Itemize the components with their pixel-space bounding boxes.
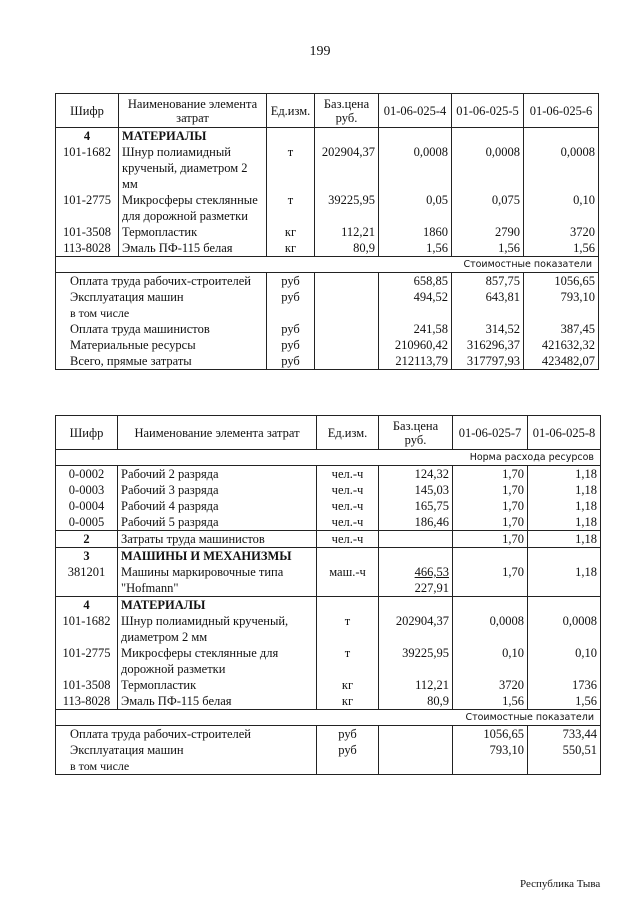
summary-name: Материальные ресурсы <box>56 337 267 353</box>
summary-row <box>56 321 599 337</box>
header-unit: Ед.изм. <box>267 94 315 128</box>
header-col-2: 01-06-025-5 <box>452 94 524 128</box>
row-price: 80,9 <box>379 693 453 710</box>
summary-unit: руб <box>267 353 315 370</box>
summary-v2: 733,44 <box>528 726 601 743</box>
row-price: 80,9 <box>315 240 379 257</box>
table-row <box>56 482 601 498</box>
table-row <box>56 693 601 710</box>
row-v2: 1,18 <box>528 564 601 597</box>
row-code: 0-0005 <box>56 514 118 531</box>
resource-norm-note: Норма расхода ресурсов <box>56 450 601 466</box>
row-v1: 0,10 <box>453 645 528 677</box>
table-row <box>56 192 599 224</box>
row-v1: 0,0008 <box>453 613 528 645</box>
header-code: Шифр <box>56 416 118 450</box>
summary-v2: 314,52 <box>452 321 524 337</box>
row-v2: 0,10 <box>528 645 601 677</box>
row-code: 0-0002 <box>56 466 118 483</box>
header-col-3: 01-06-025-6 <box>524 94 599 128</box>
row-v1: 3720 <box>453 677 528 693</box>
summary-v2: 550,51 <box>528 742 601 758</box>
table-row <box>56 677 601 693</box>
row-code: 101-3508 <box>56 224 119 240</box>
table-row <box>56 144 599 192</box>
row-price: 202904,37 <box>315 144 379 192</box>
summary-v1: 494,52 <box>379 289 452 305</box>
table-row <box>56 240 599 257</box>
summary-row <box>56 289 599 305</box>
row-unit: кг <box>267 240 315 257</box>
summary-unit: руб <box>317 726 379 743</box>
row-unit: чел.-ч <box>317 466 379 483</box>
row-v2: 0,0008 <box>452 144 524 192</box>
row-v1: 1,70 <box>453 531 528 548</box>
row-price: 112,21 <box>379 677 453 693</box>
header-unit: Ед.изм. <box>317 416 379 450</box>
row-code: 101-1682 <box>56 144 119 192</box>
row-price-labor: 227,91 <box>414 581 449 595</box>
summary-v3: 387,45 <box>524 321 599 337</box>
row-price-main: 466,53 <box>414 565 449 579</box>
table-row <box>56 224 599 240</box>
operator-labor-row <box>56 531 601 548</box>
summary-v1: 1056,65 <box>453 726 528 743</box>
summary-unit: руб <box>317 742 379 758</box>
row-v2: 0,0008 <box>528 613 601 645</box>
table-row <box>56 466 601 483</box>
header-col-1: 01-06-025-4 <box>379 94 452 128</box>
row-code: 0-0004 <box>56 498 118 514</box>
summary-v2: 857,75 <box>452 273 524 290</box>
section-code: 4 <box>56 597 118 614</box>
summary-row <box>56 305 599 321</box>
summary-row <box>56 273 599 290</box>
row-name: Эмаль ПФ-115 белая <box>119 240 267 257</box>
summary-v2: 317797,93 <box>452 353 524 370</box>
row-price: 112,21 <box>315 224 379 240</box>
cost-indicators-note: Стоимостные показатели <box>56 710 601 726</box>
header-name: Наименование элемента затрат <box>119 94 267 128</box>
header-code: Шифр <box>56 94 119 128</box>
row-v1: 1,56 <box>379 240 452 257</box>
summary-unit: руб <box>267 337 315 353</box>
summary-v1: 241,58 <box>379 321 452 337</box>
row-code: 101-1682 <box>56 613 118 645</box>
summary-unit: руб <box>267 273 315 290</box>
header-price: Баз.цена руб. <box>379 416 453 450</box>
summary-v1: 210960,42 <box>379 337 452 353</box>
cost-table-2 <box>55 415 601 775</box>
row-name: Шнур полиамидный крученый, диаметром 2 мм <box>118 613 317 645</box>
summary-row <box>56 742 601 758</box>
row-v2: 1,56 <box>528 693 601 710</box>
summary-unit: руб <box>267 321 315 337</box>
summary-name: Оплата труда машинистов <box>56 321 267 337</box>
row-v2: 1,56 <box>452 240 524 257</box>
row-unit: кг <box>317 693 379 710</box>
row-unit: маш.-ч <box>317 564 379 597</box>
row-v1: 0,0008 <box>379 144 452 192</box>
section-title: МАТЕРИАЛЫ <box>119 128 267 145</box>
footer-region: Республика Тыва <box>520 878 601 890</box>
row-name: Микросферы стеклянные для дорожной разметки <box>118 645 317 677</box>
row-name: Рабочий 3 разряда <box>118 482 317 498</box>
row-v2: 0,075 <box>452 192 524 224</box>
header-name: Наименование элемента затрат <box>118 416 317 450</box>
row-v1: 1860 <box>379 224 452 240</box>
summary-v1: 212113,79 <box>379 353 452 370</box>
summary-row <box>56 337 599 353</box>
table-row <box>56 564 601 597</box>
summary-v3: 793,10 <box>524 289 599 305</box>
cost-table-1 <box>55 93 599 370</box>
row-name: Шнур полиамидный крученый, диаметром 2 мм <box>119 144 267 192</box>
row-price: 39225,95 <box>315 192 379 224</box>
row-price: 202904,37 <box>379 613 453 645</box>
table-row <box>56 613 601 645</box>
row-unit: кг <box>267 224 315 240</box>
summary-name: Эксплуатация машин <box>56 742 317 758</box>
summary-name: в том числе <box>56 758 317 775</box>
section-row <box>56 548 601 565</box>
row-v1: 0,05 <box>379 192 452 224</box>
row-v3: 3720 <box>524 224 599 240</box>
row-code: 0-0003 <box>56 482 118 498</box>
table-row <box>56 498 601 514</box>
table-header-row <box>56 94 599 128</box>
table-row <box>56 645 601 677</box>
row-unit: чел.-ч <box>317 482 379 498</box>
row-unit: кг <box>317 677 379 693</box>
section-code: 3 <box>56 548 118 565</box>
row-v1: 1,56 <box>453 693 528 710</box>
row-v1: 1,70 <box>453 564 528 597</box>
section-row <box>56 128 599 145</box>
summary-row <box>56 758 601 775</box>
summary-v1: 658,85 <box>379 273 452 290</box>
header-col-2: 01-06-025-8 <box>528 416 601 450</box>
row-v2: 1,18 <box>528 514 601 531</box>
summary-v1: 793,10 <box>453 742 528 758</box>
row-v3: 0,0008 <box>524 144 599 192</box>
row-name: Эмаль ПФ-115 белая <box>118 693 317 710</box>
row-v2: 1736 <box>528 677 601 693</box>
row-code: 113-8028 <box>56 693 118 710</box>
row-unit: т <box>267 144 315 192</box>
row-name: Затраты труда машинистов <box>118 531 317 548</box>
row-unit: чел.-ч <box>317 531 379 548</box>
row-v3: 0,10 <box>524 192 599 224</box>
row-name: Термопластик <box>118 677 317 693</box>
row-unit: т <box>317 645 379 677</box>
row-v1: 1,70 <box>453 498 528 514</box>
row-unit: чел.-ч <box>317 498 379 514</box>
summary-row <box>56 726 601 743</box>
row-v2: 1,18 <box>528 498 601 514</box>
row-name: Рабочий 4 разряда <box>118 498 317 514</box>
summary-v2: 643,81 <box>452 289 524 305</box>
row-v2: 1,18 <box>528 531 601 548</box>
summary-v3: 421632,32 <box>524 337 599 353</box>
summary-name: Оплата труда рабочих-строителей <box>56 726 317 743</box>
summary-v3: 423482,07 <box>524 353 599 370</box>
section-title: МАШИНЫ И МЕХАНИЗМЫ <box>118 548 317 565</box>
row-v3: 1,56 <box>524 240 599 257</box>
summary-name: Эксплуатация машин <box>56 289 267 305</box>
summary-v3: 1056,65 <box>524 273 599 290</box>
row-code: 101-3508 <box>56 677 118 693</box>
row-price: 165,75 <box>379 498 453 514</box>
row-unit: чел.-ч <box>317 514 379 531</box>
summary-name: Всего, прямые затраты <box>56 353 267 370</box>
row-name: Машины маркировочные типа "Hofmann" <box>118 564 317 597</box>
row-price <box>379 564 453 597</box>
row-name: Термопластик <box>119 224 267 240</box>
summary-unit: руб <box>267 289 315 305</box>
summary-v2: 316296,37 <box>452 337 524 353</box>
row-unit: т <box>267 192 315 224</box>
section-title: МАТЕРИАЛЫ <box>118 597 317 614</box>
table-header-row <box>56 416 601 450</box>
row-v2: 1,18 <box>528 482 601 498</box>
table-row <box>56 514 601 531</box>
row-price: 39225,95 <box>379 645 453 677</box>
row-name: Рабочий 5 разряда <box>118 514 317 531</box>
row-price: 145,03 <box>379 482 453 498</box>
row-code: 2 <box>56 531 118 548</box>
row-price: 124,32 <box>379 466 453 483</box>
row-code: 113-8028 <box>56 240 119 257</box>
row-name: Рабочий 2 разряда <box>118 466 317 483</box>
section-code: 4 <box>56 128 119 145</box>
row-v2: 2790 <box>452 224 524 240</box>
header-col-1: 01-06-025-7 <box>453 416 528 450</box>
header-price: Баз.цена руб. <box>315 94 379 128</box>
cost-indicators-note: Стоимостные показатели <box>56 257 599 273</box>
row-unit: т <box>317 613 379 645</box>
row-v1: 1,70 <box>453 514 528 531</box>
row-name: Микросферы стеклянные для дорожной разметки <box>119 192 267 224</box>
row-v2: 1,18 <box>528 466 601 483</box>
summary-name: в том числе <box>56 305 267 321</box>
row-code: 101-2775 <box>56 192 119 224</box>
row-code: 381201 <box>56 564 118 597</box>
row-code: 101-2775 <box>56 645 118 677</box>
page-number: 199 <box>309 44 331 59</box>
row-v1: 1,70 <box>453 482 528 498</box>
section-row <box>56 597 601 614</box>
row-price: 186,46 <box>379 514 453 531</box>
row-v1: 1,70 <box>453 466 528 483</box>
summary-name: Оплата труда рабочих-строителей <box>56 273 267 290</box>
summary-row <box>56 353 599 370</box>
